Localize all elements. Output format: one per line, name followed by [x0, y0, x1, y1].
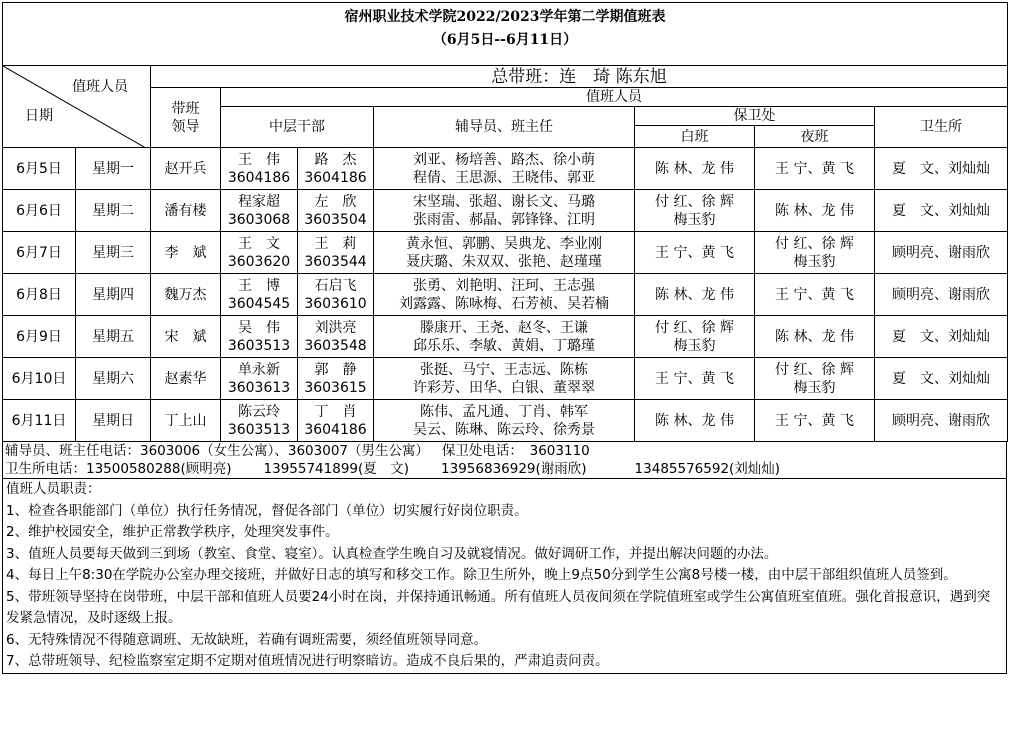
phone-line-2 — [5, 460, 1004, 478]
counselor-line: 张雨雷、郝晶、郭锋锋、江明 — [413, 211, 595, 228]
date-value: 6月6日 — [16, 202, 62, 219]
counselor-cell — [374, 232, 635, 274]
leader-value: 潘有楼 — [164, 202, 207, 219]
cadre-2-cell — [298, 400, 374, 442]
clinic-value: 夏 文、刘灿灿 — [892, 160, 990, 177]
cadre-2-cell — [298, 358, 374, 400]
cadre-phone: 3603068 — [227, 211, 291, 228]
weekday-value: 星期五 — [92, 328, 134, 345]
cadre-1-cell — [221, 316, 298, 358]
weekday-value: 星期六 — [92, 370, 134, 387]
counselor-line: 刘亚、杨培善、路杰、徐小萌 — [413, 151, 595, 168]
date-cell — [3, 190, 76, 232]
day-shift-header: 白班 — [635, 126, 755, 148]
leader-value: 赵开兵 — [164, 160, 207, 177]
date-cell — [3, 274, 76, 316]
cadre-name: 丁 肖 — [314, 403, 357, 420]
duty-staff-header: 值班人员 — [221, 88, 1008, 107]
date-value: 6月11日 — [11, 412, 67, 429]
counselor-line: 陈伟、孟凡通、丁肖、韩军 — [420, 403, 588, 420]
cadre-phone: 3603504 — [304, 211, 367, 228]
duty-item-4: 4、每日上午8:30在学院办公室办理交接班，并做好日志的填写和移交工作。除卫生所外，晚上9点50分到学生公寓8号楼一楼，由中层干部组织值班人员签到。 — [6, 567, 957, 583]
table-row — [3, 358, 1008, 400]
counselor-header: 辅导员、班主任 — [374, 107, 635, 148]
counselor-line: 刘露露、陈咏梅、石芳祯、吴若楠 — [399, 295, 609, 312]
cadre-2-cell — [298, 148, 374, 190]
leader-cell — [151, 190, 221, 232]
date-value: 6月10日 — [11, 370, 67, 387]
leader-cell — [151, 232, 221, 274]
cadre-phone: 3604186 — [304, 421, 367, 438]
duty-item-1: 1、检查各职能部门（单位）执行任务情况，督促各部门（单位）切实履行好岗位职责。 — [6, 502, 528, 519]
counselor-line: 宋坚瑞、张超、谢长文、马璐 — [413, 193, 595, 210]
night-shift-line: 梅玉豹 — [793, 379, 836, 396]
cadre-name: 郭 静 — [314, 361, 357, 378]
cadre-1-cell — [221, 358, 298, 400]
cadre-name: 石启飞 — [314, 277, 357, 294]
duty-item-3: 3、值班人员要每天做到三到场（教室、食堂、寝室）。认真检查学生晚自习及就寝情况。做好调研工作，并提出解决问题的办法。 — [6, 545, 778, 562]
clinic-value: 顾明亮、谢雨欣 — [892, 286, 990, 303]
counselor-line: 张勇、刘艳明、汪珂、王志强 — [413, 277, 595, 294]
night-shift-line: 梅玉豹 — [793, 253, 836, 270]
table-row — [3, 232, 1008, 274]
table-row — [3, 400, 1008, 442]
date-cell — [3, 358, 76, 400]
night-shift-cell — [755, 358, 875, 400]
cadre-name: 路 杰 — [314, 151, 357, 168]
general-leader: 总带班：连 琦 陈东旭 — [151, 66, 1008, 88]
night-shift-cell — [755, 148, 875, 190]
table-row — [3, 274, 1008, 316]
duty-item-7: 7、总带班领导、纪检监察室定期不定期对值班情况进行明察暗访。造成不良后果的，严肃追责问责。 — [6, 653, 609, 669]
day-shift-cell — [635, 148, 755, 190]
counselor-line: 程倩、王思源、王晓伟、郭亚 — [413, 169, 595, 186]
counselor-cell — [374, 190, 635, 232]
counselor-line: 吴云、陈琳、陈云玲、徐秀景 — [413, 421, 595, 438]
cadre-phone: 3604545 — [227, 295, 291, 312]
day-shift-line: 陈 林、龙 伟 — [655, 412, 734, 429]
cadre-name: 单永新 — [238, 361, 280, 378]
counselor-cell — [374, 316, 635, 358]
cadre-name: 王 伟 — [238, 151, 280, 168]
cadre-phone: 3603513 — [227, 421, 291, 438]
counselor-line: 聂庆璐、朱双双、张艳、赵瑾瑾 — [406, 253, 602, 270]
clinic-value: 夏 文、刘灿灿 — [892, 202, 990, 219]
day-shift-cell — [635, 274, 755, 316]
weekday-cell — [76, 358, 151, 400]
leader-cell — [151, 274, 221, 316]
night-shift-line: 王 宁、黄 飞 — [775, 160, 854, 177]
corner-header — [3, 66, 151, 148]
weekday-cell — [76, 232, 151, 274]
clinic-cell — [875, 232, 1008, 274]
cadre-1-cell — [221, 232, 298, 274]
night-shift-cell — [755, 400, 875, 442]
night-shift-line: 陈 林、龙 伟 — [775, 328, 854, 345]
day-shift-cell — [635, 232, 755, 274]
cadre-name: 刘洪亮 — [314, 319, 357, 336]
cadre-name: 程家超 — [238, 193, 280, 210]
date-value: 6月9日 — [16, 328, 62, 345]
weekday-cell — [76, 400, 151, 442]
day-shift-line: 陈 林、龙 伟 — [655, 286, 734, 303]
counselor-cell — [374, 358, 635, 400]
night-shift-header: 夜班 — [755, 126, 875, 148]
table-row — [3, 148, 1008, 190]
counselor-line: 张挺、马宁、王志远、陈栋 — [420, 361, 588, 378]
night-shift-line: 陈 林、龙 伟 — [775, 202, 854, 219]
date-value: 6月7日 — [16, 244, 62, 261]
day-shift-cell — [635, 358, 755, 400]
clinic-value: 夏 文、刘灿灿 — [892, 328, 990, 345]
date-cell — [3, 232, 76, 274]
duties-section — [2, 479, 1007, 674]
day-shift-cell — [635, 190, 755, 232]
weekday-value: 星期三 — [92, 244, 134, 261]
leader-cell — [151, 400, 221, 442]
night-shift-line: 王 宁、黄 飞 — [775, 286, 854, 303]
counselor-line: 许彩芳、田华、白银、董翠翠 — [413, 379, 595, 396]
day-shift-line: 王 宁、黄 飞 — [655, 370, 734, 387]
table-row — [3, 316, 1008, 358]
cadre-name: 左 欣 — [314, 193, 357, 210]
duty-sheet — [2, 2, 1007, 674]
weekday-value: 星期四 — [92, 286, 134, 303]
cadre-1-cell — [221, 148, 298, 190]
clinic-phone-2: 13955741899(夏 文) — [263, 461, 410, 477]
counselor-line: 滕康开、王尧、赵冬、王谦 — [420, 319, 588, 336]
night-shift-line: 付 红、徐 辉 — [775, 361, 854, 378]
security-header: 保卫处 — [635, 107, 875, 126]
leader-header: 带班 领导 — [151, 88, 221, 148]
cadre-phone: 3603548 — [304, 337, 367, 354]
date-cell — [3, 148, 76, 190]
weekday-cell — [76, 148, 151, 190]
cadre-name: 吴 伟 — [238, 319, 280, 336]
cadre-phone: 3603544 — [304, 253, 367, 270]
cadre-2-cell — [298, 274, 374, 316]
night-shift-cell — [755, 190, 875, 232]
staff-label: 值班人员 — [72, 79, 128, 95]
cadre-phone: 3603513 — [227, 337, 291, 354]
clinic-value: 顾明亮、谢雨欣 — [892, 244, 990, 261]
clinic-cell — [875, 274, 1008, 316]
cadre-2-cell — [298, 190, 374, 232]
day-shift-line: 付 红、徐 辉 — [655, 193, 734, 210]
date-label: 日期 — [25, 108, 53, 124]
table-row — [3, 190, 1008, 232]
leader-value: 李 斌 — [164, 244, 207, 261]
security-phone: 保卫处电话： 3603110 — [441, 443, 590, 459]
clinic-cell — [875, 400, 1008, 442]
day-shift-line: 梅玉豹 — [673, 211, 716, 228]
date-cell — [3, 400, 76, 442]
cadre-name: 王 博 — [238, 277, 280, 294]
clinic-cell — [875, 316, 1008, 358]
counselor-cell — [374, 274, 635, 316]
phone-line-1 — [5, 442, 1004, 460]
date-cell — [3, 316, 76, 358]
cadre-phone: 3603615 — [304, 379, 367, 396]
night-shift-cell — [755, 232, 875, 274]
cadre-phone: 3604186 — [227, 169, 291, 186]
day-shift-cell — [635, 316, 755, 358]
cadre-2-cell — [298, 316, 374, 358]
clinic-value: 夏 文、刘灿灿 — [892, 370, 990, 387]
leader-value: 宋 斌 — [164, 328, 207, 345]
day-shift-line: 王 宁、黄 飞 — [655, 244, 734, 261]
weekday-cell — [76, 274, 151, 316]
cadre-phone: 3603620 — [227, 253, 291, 270]
cadre-1-cell — [221, 190, 298, 232]
cadre-name: 王 莉 — [314, 235, 357, 252]
cadre-phone: 3603613 — [227, 379, 291, 396]
leader-cell — [151, 358, 221, 400]
clinic-header: 卫生所 — [875, 107, 1008, 148]
clinic-phone-label: 卫生所电话： — [5, 461, 86, 477]
cadre-1-cell — [221, 400, 298, 442]
counselor-line: 黄永恒、郭鹏、吴典龙、李业刚 — [406, 235, 602, 252]
clinic-phone-3: 13956836929(谢雨欣) — [441, 461, 587, 477]
weekday-cell — [76, 190, 151, 232]
counselor-phones: 辅导员、班主任电话：3603006（女生公寓）、3603007（男生公寓） — [5, 443, 429, 459]
duty-item-5: 5、带班领导坚持在岗带班，中层干部和值班人员要24小时在岗，并保持通讯畅通。所有值班人员夜间须在学院值班室或学生公寓值班室值班。强化首报意识，遇到突发紧急情况，及时逐级上报。 — [6, 588, 991, 626]
clinic-cell — [875, 190, 1008, 232]
phone-info — [2, 442, 1007, 479]
clinic-value: 顾明亮、谢雨欣 — [892, 412, 990, 429]
day-shift-cell — [635, 400, 755, 442]
weekday-value: 星期一 — [92, 160, 134, 177]
day-shift-line: 陈 林、龙 伟 — [655, 160, 734, 177]
day-shift-line: 梅玉豹 — [673, 337, 716, 354]
cadre-phone: 3603610 — [304, 295, 367, 312]
date-value: 6月8日 — [16, 286, 62, 303]
cadre-name: 王 文 — [238, 235, 280, 252]
counselor-cell — [374, 400, 635, 442]
duties-heading: 值班人员职责： — [6, 481, 101, 497]
clinic-cell — [875, 358, 1008, 400]
duty-table — [2, 2, 1008, 442]
leader-value: 赵素华 — [164, 370, 207, 387]
clinic-cell — [875, 148, 1008, 190]
night-shift-line: 王 宁、黄 飞 — [775, 412, 854, 429]
cadre-2-cell — [298, 232, 374, 274]
leader-value: 丁上山 — [164, 412, 207, 429]
cadre-phone: 3604186 — [304, 169, 367, 186]
page-title: 宿州职业技术学院2022/2023学年第二学期值班表 — [3, 3, 1008, 32]
cadre-1-cell — [221, 274, 298, 316]
weekday-cell — [76, 316, 151, 358]
night-shift-cell — [755, 274, 875, 316]
weekday-value: 星期二 — [92, 202, 134, 219]
date-value: 6月5日 — [16, 160, 62, 177]
leader-value: 魏万杰 — [164, 286, 207, 303]
leader-cell — [151, 148, 221, 190]
day-shift-line: 付 红、徐 辉 — [655, 319, 734, 336]
night-shift-cell — [755, 316, 875, 358]
clinic-phone-1: 13500580288(顾明亮) — [86, 461, 232, 477]
mid-cadre-header: 中层干部 — [221, 107, 374, 148]
page-subtitle: （6月5日--6月11日） — [3, 31, 1008, 66]
duty-item-6: 6、无特殊情况不得随意调班、无故缺班，若确有调班需要，须经值班领导同意。 — [6, 631, 488, 648]
leader-cell — [151, 316, 221, 358]
counselor-line: 邱乐乐、李敏、黄娟、丁璐瑾 — [413, 337, 595, 354]
cadre-name: 陈云玲 — [238, 403, 280, 420]
counselor-cell — [374, 148, 635, 190]
weekday-value: 星期日 — [92, 412, 134, 429]
duty-item-2: 2、维护校园安全，维护正常教学秩序，处理突发事件。 — [6, 524, 339, 540]
clinic-phone-4: 13485576592(刘灿灿) — [634, 461, 781, 477]
night-shift-line: 付 红、徐 辉 — [775, 235, 854, 252]
